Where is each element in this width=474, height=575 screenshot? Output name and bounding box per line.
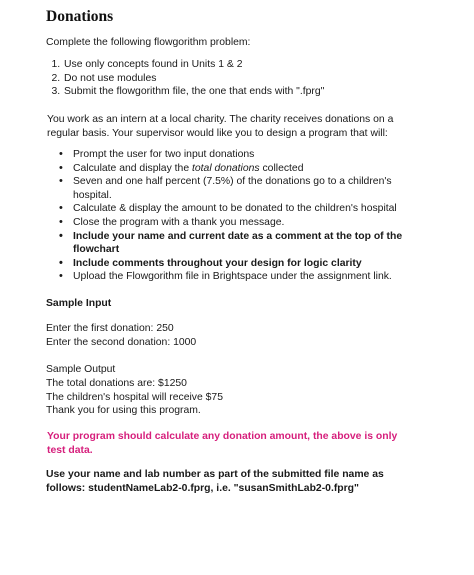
requirement-item: • Upload the Flowgorithm file in Brightspace under the assignment link. <box>73 270 433 284</box>
requirement-text: collected <box>259 162 304 174</box>
sample-input-line: Enter the first donation: 250 <box>46 323 174 334</box>
requirement-item <box>73 162 433 176</box>
requirement-item: • Close the program with a thank you message. <box>73 216 433 230</box>
sample-output-line: Thank you for using this program. <box>46 405 201 416</box>
sample-output-line: The children's hospital will receive $75 <box>46 392 223 403</box>
requirement-emphasis: total donations <box>192 162 260 174</box>
requirement-item: • Seven and one half percent (7.5%) of the donations go to a children's hospital. <box>73 175 433 202</box>
filename-instruction: Use your name and lab number as part of the submitted file name as follows: studentNameLab2-0.fprg, i.e. "susanSmithLab2-0.fprg" <box>46 469 384 494</box>
step-item: 2. Do not use modules <box>63 72 423 86</box>
requirement-item: • Include your name and current date as a comment at the top of the flowchart <box>73 230 433 257</box>
sample-output-line: The total donations are: $1250 <box>46 378 187 389</box>
sample-input-heading: Sample Input <box>46 298 112 309</box>
scenario-paragraph: You work as an intern at a local charity. The charity receives donations on a regular basis. Your supervisor would like you to design a program that will: <box>47 114 394 139</box>
page-title: Donations <box>46 8 114 25</box>
requirement-item: • Calculate & display the amount to be donated to the children's hospital <box>73 202 433 216</box>
requirement-item: • Prompt the user for two input donations <box>73 148 433 162</box>
step-item: 1. Use only concepts found in Units 1 & 2 <box>63 58 423 72</box>
requirement-text: Calculate and display the <box>73 162 192 174</box>
sample-output-heading: Sample Output <box>46 364 116 375</box>
intro-text: Complete the following flowgorithm problem: <box>46 37 251 48</box>
test-data-note: Your program should calculate any donation amount, the above is only test data. <box>47 431 398 456</box>
step-item: 3. Submit the flowgorithm file, the one that ends with ".fprg" <box>63 85 423 99</box>
requirements-list <box>46 148 433 284</box>
steps-list <box>46 58 423 99</box>
sample-input-line: Enter the second donation: 1000 <box>46 337 197 348</box>
requirement-item: • Include comments throughout your design for logic clarity <box>73 257 433 271</box>
